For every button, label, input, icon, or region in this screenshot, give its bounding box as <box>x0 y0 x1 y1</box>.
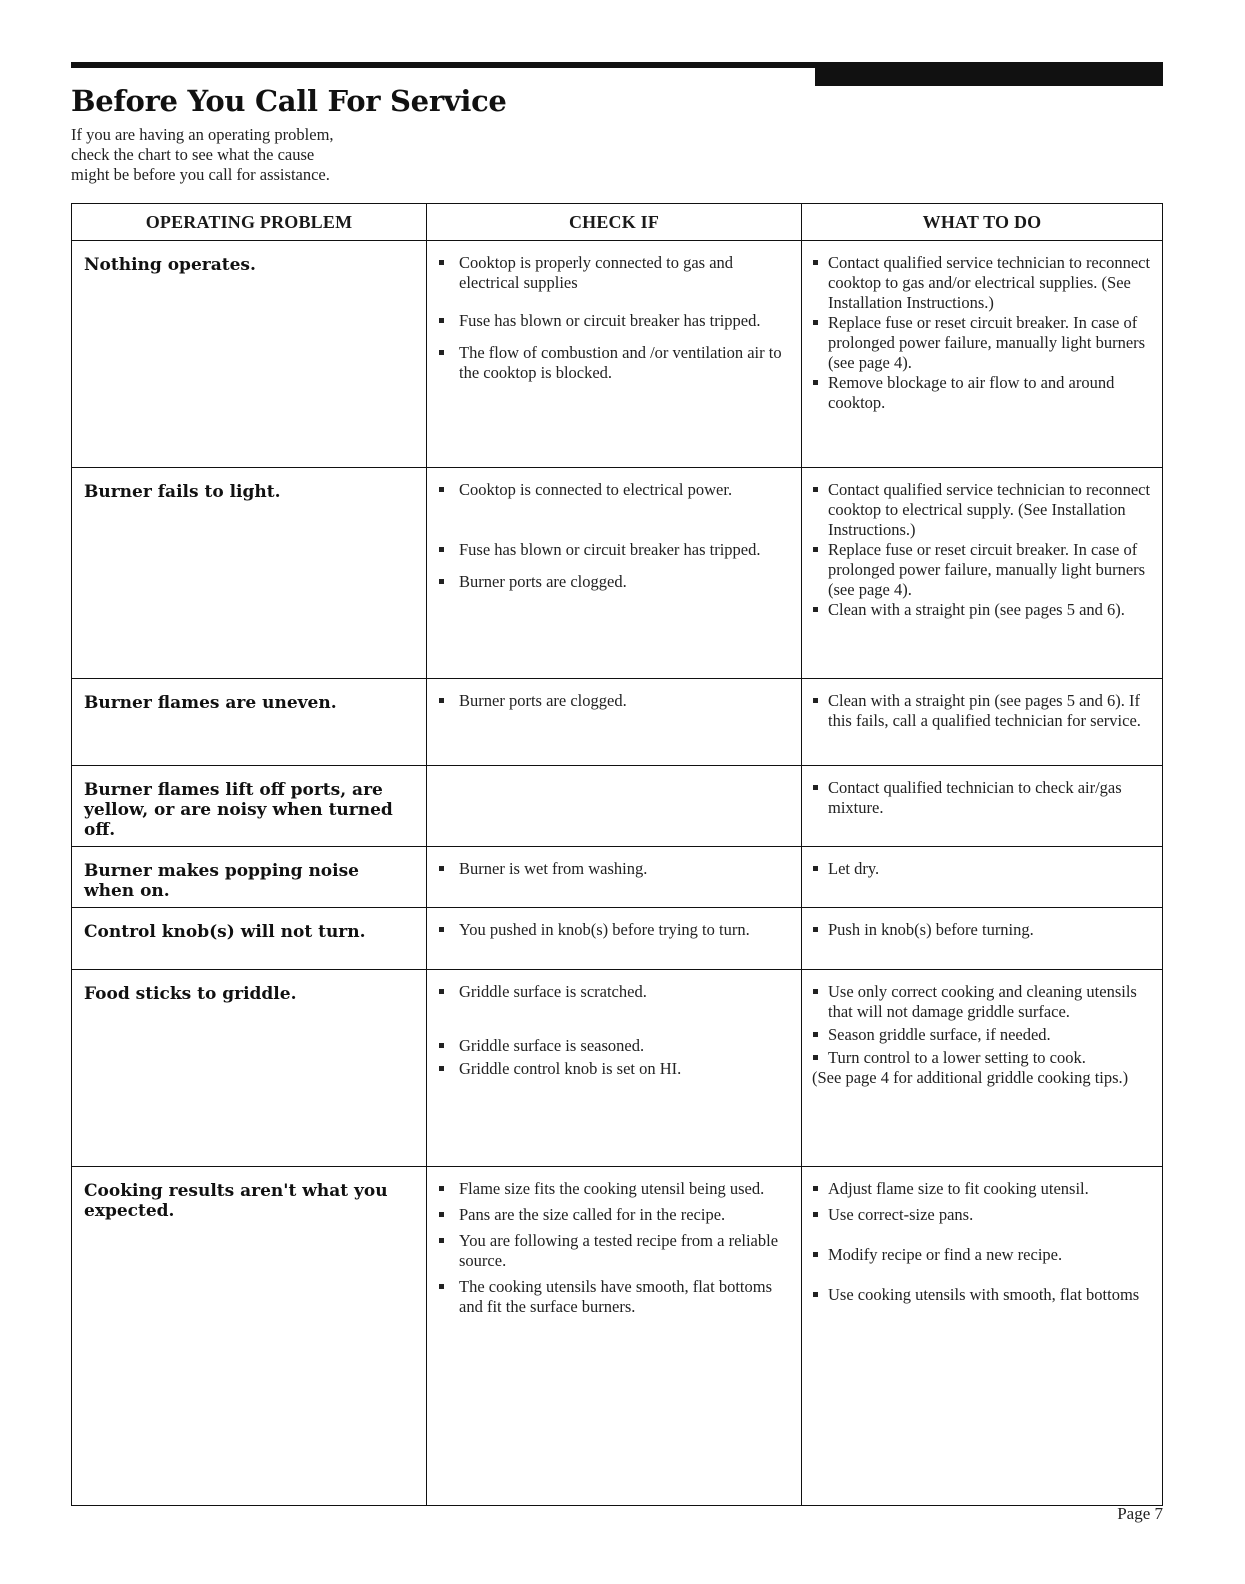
list-item <box>437 1231 791 1271</box>
bullet-icon <box>813 1252 818 1257</box>
list-item-text: Fuse has blown or circuit breaker has tripped. <box>459 540 761 559</box>
table-row <box>72 766 1163 847</box>
header-rule <box>71 62 815 68</box>
list-item <box>437 1179 791 1199</box>
what-to-do-cell <box>802 766 1163 847</box>
bullet-icon <box>439 698 444 703</box>
bullet-icon <box>439 260 444 265</box>
list-item-text: Use only correct cooking and cleaning utensils that will not damage griddle surface. <box>828 982 1137 1021</box>
check-if-cell <box>427 970 802 1167</box>
list-item <box>812 1205 1152 1225</box>
list-item-text: Adjust flame size to fit cooking utensil. <box>828 1179 1089 1198</box>
bullet-icon <box>439 989 444 994</box>
bullet-icon <box>813 1032 818 1037</box>
list-item-text: Burner is wet from washing. <box>459 859 648 878</box>
operating-problem-cell: Burner flames lift off ports, are yellow, or are noisy when turned off. <box>72 766 427 847</box>
what-to-do-cell <box>802 468 1163 679</box>
bullet-icon <box>439 1238 444 1243</box>
check-if-cell <box>427 679 802 766</box>
list-item <box>437 1277 791 1317</box>
list-item <box>437 1059 791 1079</box>
what-to-do-cell <box>802 970 1163 1167</box>
intro-line: check the chart to see what the cause <box>71 145 315 164</box>
list-item <box>437 253 791 293</box>
list-item-text: Clean with a straight pin (see pages 5 and 6). If this fails, call a qualified technician for service. <box>828 691 1141 730</box>
troubleshooting-table <box>71 203 1163 1506</box>
bullet-icon <box>813 927 818 932</box>
bullet-icon <box>439 927 444 932</box>
list-item-text: Griddle surface is scratched. <box>459 982 647 1001</box>
action-list <box>812 253 1152 413</box>
list-item <box>812 1285 1152 1305</box>
list-item <box>812 1245 1152 1265</box>
check-list <box>437 480 791 592</box>
list-item-text: The cooking utensils have smooth, flat bottoms and fit the surface burners. <box>459 1277 773 1316</box>
list-item <box>812 373 1152 413</box>
list-item <box>437 1205 791 1225</box>
what-to-do-cell <box>802 679 1163 766</box>
list-item-text: Griddle control knob is set on HI. <box>459 1059 682 1078</box>
list-item <box>812 691 1152 731</box>
list-item <box>437 343 791 383</box>
operating-problem-cell: Burner flames are uneven. <box>72 679 427 766</box>
list-item-text: The flow of combustion and /or ventilation air to the cooktop is blocked. <box>459 343 782 382</box>
check-if-cell <box>427 766 802 847</box>
page-number: Page 7 <box>1117 1504 1163 1523</box>
operating-problem-cell: Burner fails to light. <box>72 468 427 679</box>
list-item-text: Use correct-size pans. <box>828 1205 974 1224</box>
list-item <box>437 691 791 711</box>
bullet-icon <box>439 547 444 552</box>
bullet-icon <box>813 866 818 871</box>
list-item <box>437 859 791 879</box>
check-list <box>437 691 791 711</box>
action-list <box>812 691 1152 731</box>
list-item-text: Let dry. <box>828 859 880 878</box>
bullet-icon <box>439 318 444 323</box>
bullet-icon <box>813 785 818 790</box>
list-item-text: You are following a tested recipe from a reliable source. <box>459 1231 779 1270</box>
list-item-text: Use cooking utensils with smooth, flat bottoms <box>828 1285 1140 1304</box>
check-list <box>437 982 791 1079</box>
check-if-cell <box>427 908 802 970</box>
intro-line: might be before you call for assistance. <box>71 165 330 184</box>
list-item-text: Burner ports are clogged. <box>459 572 627 591</box>
list-item-text: Modify recipe or find a new recipe. <box>828 1245 1063 1264</box>
operating-problem-cell: Control knob(s) will not turn. <box>72 908 427 970</box>
list-item-text: Remove blockage to air flow to and around cooktop. <box>828 373 1115 412</box>
list-item-text: Replace fuse or reset circuit breaker. In case of prolonged power failure, manually light burners (see page 4). <box>828 313 1146 372</box>
action-list <box>812 1179 1152 1305</box>
bullet-icon <box>439 579 444 584</box>
operating-problem-cell: Burner makes popping noise when on. <box>72 847 427 908</box>
check-if-cell <box>427 1167 802 1506</box>
list-item-text: Burner ports are clogged. <box>459 691 627 710</box>
bullet-icon <box>439 1284 444 1289</box>
list-item <box>812 313 1152 373</box>
check-if-cell <box>427 241 802 468</box>
action-list <box>812 982 1152 1068</box>
bullet-icon <box>439 350 444 355</box>
list-item-text: Contact qualified service technician to reconnect cooktop to gas and/or electrical supplies. (See Installation Instructions.) <box>828 253 1151 312</box>
what-to-do-cell <box>802 847 1163 908</box>
list-item <box>812 600 1152 620</box>
check-list <box>437 253 791 383</box>
list-item-text: Season griddle surface, if needed. <box>828 1025 1051 1044</box>
check-list <box>437 859 791 879</box>
table-row <box>72 847 1163 908</box>
what-to-do-cell <box>802 241 1163 468</box>
bullet-icon <box>813 260 818 265</box>
what-to-do-cell <box>802 908 1163 970</box>
table-row <box>72 468 1163 679</box>
header-what-to-do: WHAT TO DO <box>802 204 1163 241</box>
check-if-cell <box>427 847 802 908</box>
operating-problem-cell: Food sticks to griddle. <box>72 970 427 1167</box>
list-item <box>437 572 791 592</box>
check-if-cell <box>427 468 802 679</box>
list-item <box>437 982 791 1002</box>
operating-problem-cell: Cooking results aren't what you expected. <box>72 1167 427 1506</box>
action-list <box>812 859 1152 879</box>
list-item <box>437 480 791 500</box>
bullet-icon <box>439 1186 444 1191</box>
list-item <box>812 480 1152 540</box>
bullet-icon <box>813 698 818 703</box>
bullet-icon <box>439 1212 444 1217</box>
table-header-row <box>72 204 1163 241</box>
header-check-if: CHECK IF <box>427 204 802 241</box>
table-row <box>72 241 1163 468</box>
bullet-icon <box>813 607 818 612</box>
list-item <box>812 253 1152 313</box>
bullet-icon <box>813 1055 818 1060</box>
bullet-icon <box>813 547 818 552</box>
list-item-text: Contact qualified service technician to reconnect cooktop to electrical supply. (See Installation Instructions.) <box>828 480 1151 539</box>
list-item-text: Replace fuse or reset circuit breaker. In case of prolonged power failure, manually light burners (see page 4). <box>828 540 1146 599</box>
list-item <box>437 540 791 560</box>
list-item <box>437 1036 791 1056</box>
action-list <box>812 920 1152 940</box>
table-row <box>72 970 1163 1167</box>
page-title: Before You Call For Service <box>71 84 507 118</box>
bullet-icon <box>813 380 818 385</box>
list-item-text: You pushed in knob(s) before trying to turn. <box>459 920 750 939</box>
bullet-icon <box>813 487 818 492</box>
list-item-text: Flame size fits the cooking utensil being used. <box>459 1179 765 1198</box>
list-item-text: Pans are the size called for in the recipe. <box>459 1205 726 1224</box>
list-item <box>437 311 791 331</box>
header-rule-block <box>815 62 1163 86</box>
operating-problem-cell: Nothing operates. <box>72 241 427 468</box>
check-list <box>437 920 791 940</box>
list-item <box>812 1048 1152 1068</box>
list-item-text: Push in knob(s) before turning. <box>828 920 1034 939</box>
intro-line: If you are having an operating problem, <box>71 125 334 144</box>
list-item <box>812 1179 1152 1199</box>
intro-text <box>71 125 431 185</box>
header-operating-problem: OPERATING PROBLEM <box>72 204 427 241</box>
list-item-text: Contact qualified technician to check air/gas mixture. <box>828 778 1122 817</box>
table-row <box>72 1167 1163 1506</box>
list-item-text: Turn control to a lower setting to cook. <box>828 1048 1086 1067</box>
bullet-icon <box>439 866 444 871</box>
table-row <box>72 908 1163 970</box>
bullet-icon <box>439 487 444 492</box>
list-item-text: Clean with a straight pin (see pages 5 and 6). <box>828 600 1125 619</box>
list-item <box>437 920 791 940</box>
list-item <box>812 859 1152 879</box>
bullet-icon <box>813 1292 818 1297</box>
list-item-text: Cooktop is connected to electrical power. <box>459 480 733 499</box>
bullet-icon <box>813 1212 818 1217</box>
action-list <box>812 778 1152 818</box>
list-item <box>812 1025 1152 1045</box>
bullet-icon <box>439 1043 444 1048</box>
list-item <box>812 778 1152 818</box>
list-item <box>812 920 1152 940</box>
bullet-icon <box>813 989 818 994</box>
table-row <box>72 679 1163 766</box>
check-list <box>437 1179 791 1317</box>
action-list <box>812 480 1152 620</box>
additional-note: (See page 4 for additional griddle cooking tips.) <box>812 1068 1129 1087</box>
list-item-text: Griddle surface is seasoned. <box>459 1036 645 1055</box>
what-to-do-cell <box>802 1167 1163 1506</box>
list-item-text: Fuse has blown or circuit breaker has tripped. <box>459 311 761 330</box>
list-item-text: Cooktop is properly connected to gas and electrical supplies <box>459 253 734 292</box>
bullet-icon <box>439 1066 444 1071</box>
bullet-icon <box>813 320 818 325</box>
bullet-icon <box>813 1186 818 1191</box>
list-item <box>812 540 1152 600</box>
list-item <box>812 982 1152 1022</box>
